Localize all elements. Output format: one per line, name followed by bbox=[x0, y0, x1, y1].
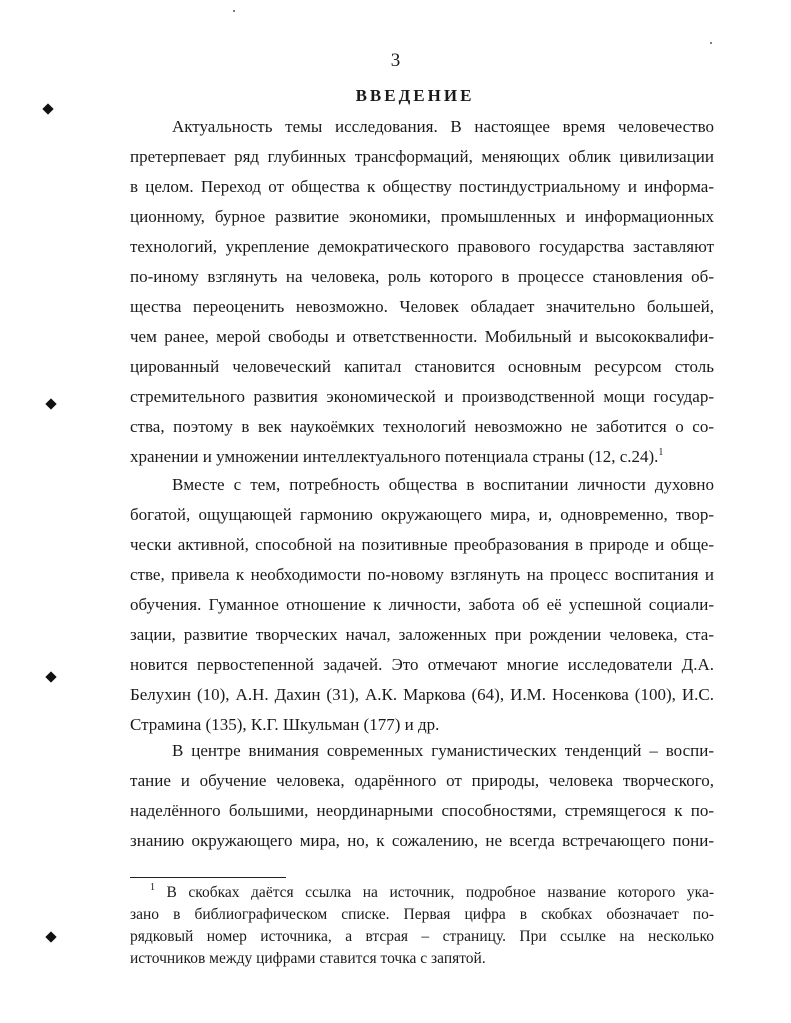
page-number: 3 bbox=[390, 50, 401, 71]
text-line: новится первостепенной задачей. Это отмечают многие исследователи Д.А. bbox=[130, 655, 714, 674]
text-line: стремительного развития экономической и производственной мощи государ- bbox=[130, 387, 714, 406]
binder-hole-mark bbox=[45, 671, 56, 682]
scan-speck bbox=[710, 42, 712, 44]
text-line: знанию окружающего мира, но, к сожалению, не всегда встречающего пони- bbox=[130, 831, 714, 850]
scan-speck bbox=[233, 10, 235, 12]
footnote-marker: 1 bbox=[150, 882, 155, 893]
text-line: по-иному взглянуть на человека, роль которого в процессе становления об- bbox=[130, 267, 714, 286]
text-line: В центре внимания современных гуманистических тенденций – воспи- bbox=[172, 741, 714, 760]
text-line: богатой, ощущающей гармонию окружающего мира, и, одновременно, твор- bbox=[130, 505, 714, 524]
footnote-reference: 1 bbox=[658, 447, 664, 458]
footnote-line bbox=[130, 882, 714, 904]
text-line: Вместе с тем, потребность общества в воспитании личности духовно bbox=[172, 475, 714, 494]
binder-hole-mark bbox=[45, 398, 56, 409]
text-line: тание и обучение человека, одарённого от природы, человека творческого, bbox=[130, 771, 714, 790]
text-line: щества переоценить невозможно. Человек обладает значительно большей, bbox=[130, 297, 714, 316]
footnote-line: источников между цифрами ставится точка с запятой. bbox=[130, 950, 486, 967]
text-line: ционному, бурное развитие экономики, промышленных и информационных bbox=[130, 207, 714, 226]
text-line: технологий, укрепление демократического правового государства заставляют bbox=[130, 237, 714, 256]
text-line: Белухин (10), А.Н. Дахин (31), А.К. Маркова (64), И.М. Носенкова (100), И.С. bbox=[130, 685, 714, 704]
paragraph-gifted-focus bbox=[130, 736, 714, 856]
paragraph-relevance bbox=[130, 112, 714, 472]
text-line: наделённого большими, неординарными способностями, стремящегося к по- bbox=[130, 801, 714, 820]
text-line: чески активной, способной на позитивные преобразования в природе и обще- bbox=[130, 535, 714, 554]
text-line: зации, развитие творческих начал, заложенных при рождении человека, ста- bbox=[130, 625, 714, 644]
footnote-separator bbox=[130, 877, 286, 878]
footnote-line: рядковый номер источника, а втсрая – страницу. При ссылке на несколько bbox=[130, 928, 714, 945]
text-line bbox=[130, 442, 714, 472]
text-line: Страмина (135), К.Г. Шкульман (177) и др. bbox=[130, 715, 440, 734]
text-line: в целом. Переход от общества к обществу постиндустриальному и информа- bbox=[130, 177, 714, 196]
footnote bbox=[130, 882, 714, 970]
text-line-content: хранении и умножении интеллектуального потенциала страны (12, с.24). bbox=[130, 447, 659, 466]
text-line: обучения. Гуманное отношение к личности, забота об её успешной социали- bbox=[130, 595, 714, 614]
text-line: претерпевает ряд глубинных трансформаций, меняющих облик цивилизации bbox=[130, 147, 714, 166]
footnote-line-content: В скобках даётся ссылка на источник, подробное название которого ука- bbox=[166, 884, 715, 901]
text-line: Актуальность темы исследования. В настоящее время человечество bbox=[172, 117, 714, 136]
section-heading: ВВЕДЕНИЕ bbox=[355, 86, 475, 105]
binder-hole-mark bbox=[45, 931, 56, 942]
footnote-line: зано в библиографическом списке. Первая цифра в скобках обозначает по- bbox=[130, 906, 714, 923]
text-line: ства, поэтому в век наукоёмких технологий невозможно не заботится о со- bbox=[130, 417, 714, 436]
text-line: чем ранее, мерой свободы и ответственности. Мобильный и высококвалифи- bbox=[130, 327, 714, 346]
paragraph-humanistic-need bbox=[130, 470, 714, 740]
text-line: цированный человеческий капитал становится основным ресурсом столь bbox=[130, 357, 714, 376]
text-line: стве, привела к необходимости по-новому взглянуть на процесс воспитания и bbox=[130, 565, 714, 584]
